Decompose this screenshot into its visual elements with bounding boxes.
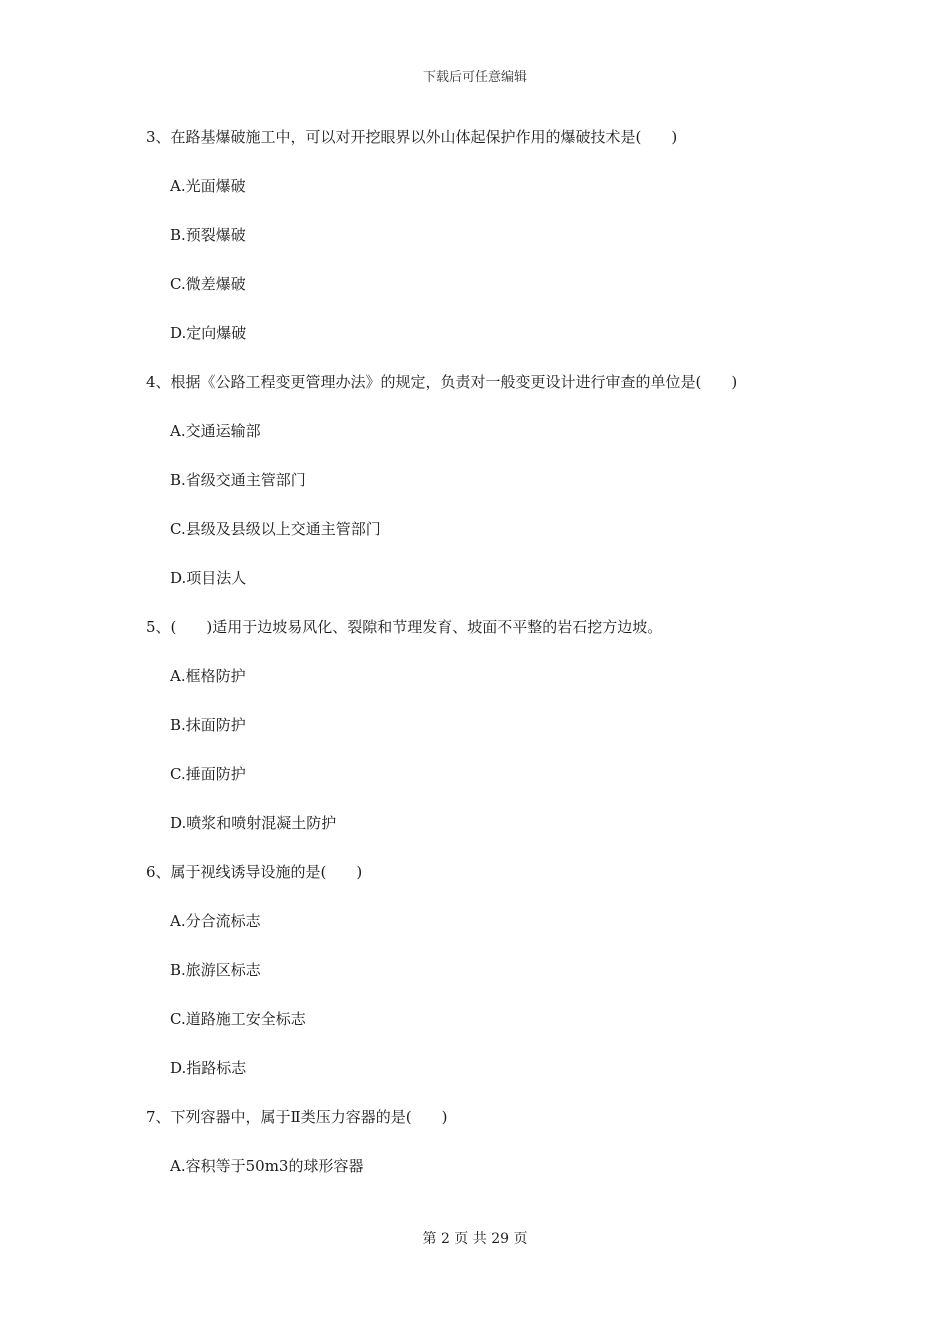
question-3-option-c: C.微差爆破 (170, 275, 246, 293)
question-5-option-a: A.框格防护 (170, 667, 246, 685)
question-4-option-d: D.项目法人 (170, 569, 247, 587)
question-3-option-d: D.定向爆破 (170, 324, 247, 342)
question-5-option-b: B.抹面防护 (170, 716, 246, 734)
page-footer: 第 2 页 共 29 页 (422, 1231, 528, 1247)
question-7-option-a: A.容积等于50m3的球形容器 (170, 1157, 364, 1175)
question-4-option-b: B.省级交通主管部门 (170, 471, 306, 489)
question-4-option-c: C.县级及县级以上交通主管部门 (170, 520, 381, 538)
question-4-option-a: A.交通运输部 (170, 422, 261, 440)
question-6-option-b: B.旅游区标志 (170, 961, 261, 979)
question-5-option-c: C.捶面防护 (170, 765, 246, 783)
question-3-option-a: A.光面爆破 (170, 177, 246, 195)
question-stem-5: 5、( )适用于边坡易风化、裂隙和节理发育、坡面不平整的岩石挖方边坡。 (146, 618, 663, 636)
question-stem-3: 3、在路基爆破施工中，可以对开挖眼界以外山体起保护作用的爆破技术是( ) (146, 128, 678, 146)
question-stem-6: 6、属于视线诱导设施的是( ) (146, 863, 363, 881)
page-header: 下载后可任意编辑 (422, 70, 527, 85)
question-5-option-d: D.喷浆和喷射混凝土防护 (170, 814, 337, 832)
question-stem-7: 7、下列容器中，属于Ⅱ类压力容器的是( ) (146, 1108, 448, 1126)
question-6-option-a: A.分合流标志 (170, 912, 261, 930)
question-6-option-d: D.指路标志 (170, 1059, 247, 1077)
question-6-option-c: C.道路施工安全标志 (170, 1010, 306, 1028)
question-stem-4: 4、根据《公路工程变更管理办法》的规定，负责对一般变更设计进行审查的单位是( ) (146, 373, 738, 391)
question-3-option-b: B.预裂爆破 (170, 226, 246, 244)
question-list (146, 124, 846, 1202)
